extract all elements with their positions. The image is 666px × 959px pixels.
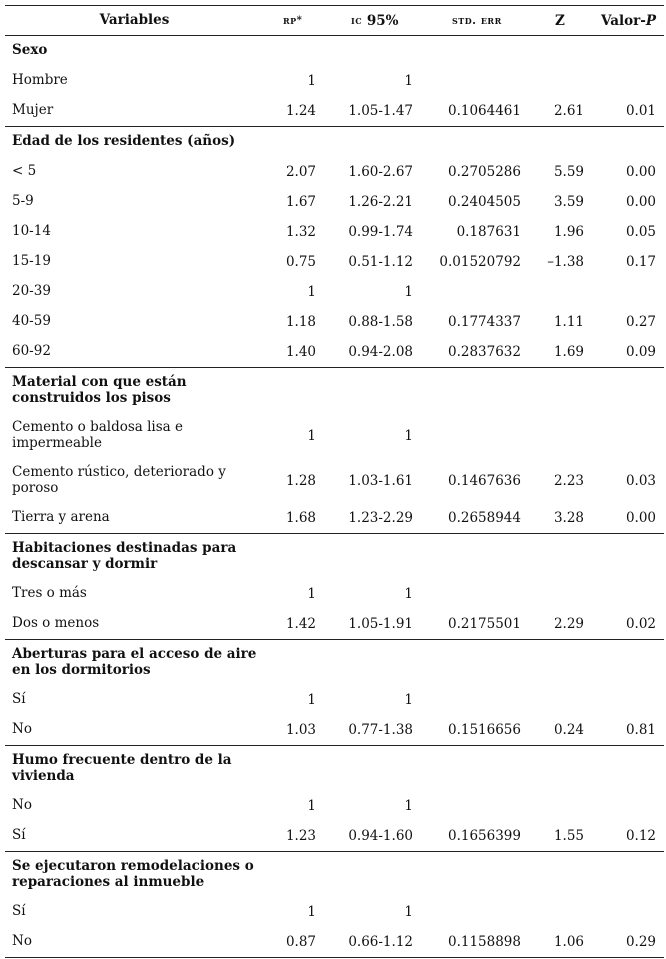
- variable-label: Cemento rústico, deteriorado y poroso: [12, 464, 226, 496]
- z-value: [521, 791, 584, 821]
- variable-label: Sí: [12, 827, 26, 844]
- std-err-value: [413, 685, 521, 715]
- ic-value: 0.94-1.60: [348, 828, 413, 844]
- ic-value: 1: [404, 586, 413, 602]
- std-err-value: 0.2837632: [447, 344, 521, 360]
- z-value: 1.96: [553, 224, 584, 240]
- variable-label: 5-9: [12, 193, 34, 210]
- header-p-prefix: Valor-: [601, 12, 646, 29]
- header-rp: [283, 6, 323, 35]
- std-err-value: [413, 579, 521, 609]
- ic-value: 1: [404, 284, 413, 300]
- section-header-row: [5, 745, 664, 791]
- section-header-row: [5, 367, 664, 413]
- z-value: 2.61: [553, 103, 584, 119]
- rp-value: 1: [307, 798, 316, 814]
- p-value: 0.03: [625, 472, 656, 489]
- table-row: [5, 277, 664, 307]
- table-row: [5, 96, 664, 126]
- variable-label: 20-39: [12, 283, 51, 300]
- table-header: [5, 5, 664, 36]
- section-header-row: [5, 851, 664, 897]
- std-err-value: 0.1064461: [447, 103, 521, 119]
- section-title: Habitaciones destinadas para descansar y dormir: [12, 540, 237, 572]
- p-value: [584, 579, 656, 609]
- variable-label: 60-92: [12, 343, 51, 360]
- p-value: 0.00: [625, 510, 656, 526]
- table-row: [5, 307, 664, 337]
- header-ic: [351, 6, 421, 35]
- p-value: 0.00: [625, 194, 656, 210]
- table-row: [5, 579, 664, 609]
- rp-value: 1: [307, 586, 316, 602]
- rp-value: 1.23: [285, 828, 316, 844]
- ic-value: 0.94-2.08: [348, 344, 413, 360]
- p-value: [584, 897, 656, 927]
- ic-value: 1.03-1.61: [348, 472, 413, 489]
- header-rp-mark: *: [296, 15, 302, 26]
- z-value: 1.06: [553, 934, 584, 950]
- variable-label: No: [12, 797, 32, 814]
- ic-value: 1.26-2.21: [348, 194, 413, 210]
- z-value: [521, 413, 584, 458]
- ic-value: 1: [404, 73, 413, 89]
- table-row: [5, 66, 664, 96]
- rp-value: 0.75: [285, 254, 316, 270]
- header-variables: Variables: [99, 11, 170, 28]
- table-row: [5, 685, 664, 715]
- z-value: [521, 685, 584, 715]
- z-value: 1.69: [553, 344, 584, 360]
- z-value: [521, 277, 584, 307]
- rp-value: 1: [307, 427, 316, 444]
- ic-value: 1.05-1.47: [348, 103, 413, 119]
- rp-value: 1.28: [285, 472, 316, 489]
- z-value: 3.28: [553, 510, 584, 526]
- table-row: [5, 413, 664, 458]
- ic-value: 0.99-1.74: [348, 224, 413, 240]
- variable-label: No: [12, 721, 32, 738]
- variable-label: No: [12, 933, 32, 950]
- ic-value: 0.51-1.12: [348, 254, 413, 270]
- table-row: [5, 715, 664, 745]
- table-row: [5, 503, 664, 533]
- std-err-value: 0.01520792: [439, 254, 521, 270]
- section-title: Aberturas para el acceso de aire en los dormitorios: [12, 646, 257, 678]
- header-z: Z: [555, 12, 565, 29]
- z-value: [521, 579, 584, 609]
- std-err-value: 0.2175501: [447, 616, 521, 632]
- std-err-value: 0.1516656: [447, 722, 521, 738]
- rp-value: 1.68: [285, 510, 316, 526]
- std-err-value: 0.2705286: [447, 164, 521, 180]
- ic-value: 1: [404, 692, 413, 708]
- results-table: [5, 5, 664, 958]
- table-row: [5, 157, 664, 187]
- rp-value: 1.40: [285, 344, 316, 360]
- variable-label: 15-19: [12, 253, 51, 270]
- table-row: [5, 458, 664, 503]
- table-row: [5, 247, 664, 277]
- std-err-value: 0.1774337: [447, 314, 521, 330]
- variable-label: Dos o menos: [12, 615, 100, 632]
- rp-value: 1: [307, 284, 316, 300]
- variable-label: Hombre: [12, 72, 68, 89]
- table-row: [5, 821, 664, 851]
- ic-value: 1.05-1.91: [348, 616, 413, 632]
- table-row: [5, 217, 664, 247]
- section-title: Humo frecuente dentro de la vivienda: [12, 752, 232, 784]
- z-value: 2.29: [553, 616, 584, 632]
- ic-value: 1: [404, 427, 413, 444]
- table-body: [5, 36, 664, 958]
- ic-value: 1: [404, 798, 413, 814]
- p-value: 0.05: [625, 224, 656, 240]
- rp-value: 1.24: [285, 103, 316, 119]
- section-header-row: [5, 533, 664, 579]
- variable-label: < 5: [12, 163, 37, 180]
- section-title: Edad de los residentes (años): [12, 133, 236, 150]
- variable-label: Tres o más: [12, 585, 87, 602]
- std-err-value: 0.2404505: [447, 194, 521, 210]
- ic-value: 1: [404, 904, 413, 920]
- variable-label: Cemento o baldosa lisa e impermeable: [12, 419, 184, 451]
- section-header-row: [5, 639, 664, 685]
- ic-value: 0.88-1.58: [348, 314, 413, 330]
- std-err-value: 0.187631: [456, 224, 521, 240]
- p-value: [584, 685, 656, 715]
- section-title: Sexo: [12, 42, 48, 59]
- rp-value: 1.67: [285, 194, 316, 210]
- std-err-value: [413, 897, 521, 927]
- rp-value: 1: [307, 904, 316, 920]
- p-value: 0.02: [625, 616, 656, 632]
- ic-value: 1.60-2.67: [348, 164, 413, 180]
- table-row: [5, 187, 664, 217]
- rp-value: 1: [307, 73, 316, 89]
- section-header-row: [5, 36, 664, 66]
- ic-value: 0.66-1.12: [348, 934, 413, 950]
- p-value: [584, 791, 656, 821]
- p-value: 0.09: [625, 344, 656, 360]
- std-err-value: [413, 66, 521, 96]
- variable-label: Sí: [12, 903, 26, 920]
- p-value: [584, 413, 656, 458]
- header-p-italic: P: [645, 12, 656, 29]
- rp-value: 1.32: [285, 224, 316, 240]
- rp-value: 2.07: [285, 164, 316, 180]
- std-err-value: [413, 277, 521, 307]
- p-value: 0.29: [625, 934, 656, 950]
- section-header-row: [5, 126, 664, 157]
- rp-value: 1: [307, 692, 316, 708]
- std-err-value: 0.1656399: [447, 828, 521, 844]
- std-err-value: 0.2658944: [447, 510, 521, 526]
- p-value: 0.81: [625, 722, 656, 738]
- variable-label: 10-14: [12, 223, 51, 240]
- p-value: 0.12: [625, 828, 656, 844]
- rp-value: 0.87: [285, 934, 316, 950]
- z-value: [521, 897, 584, 927]
- section-title: Material con que están construidos los pisos: [12, 374, 187, 406]
- rp-value: 1.18: [285, 314, 316, 330]
- p-value: 0.17: [625, 254, 656, 270]
- std-err-value: 0.1158898: [447, 934, 521, 950]
- variable-label: 40-59: [12, 313, 51, 330]
- z-value: 0.24: [553, 722, 584, 738]
- header-p-value: [601, 6, 663, 35]
- z-value: [521, 66, 584, 96]
- variable-label: Mujer: [12, 102, 54, 119]
- rp-value: 1.42: [285, 616, 316, 632]
- z-value: 2.23: [553, 472, 584, 489]
- p-value: [584, 277, 656, 307]
- section-title: Se ejecutaron remodelaciones o reparaciones al inmueble: [12, 858, 254, 890]
- table-row: [5, 609, 664, 639]
- header-ic-pct: 95%: [366, 12, 399, 29]
- variable-label: Sí: [12, 691, 26, 708]
- header-std-err: [452, 6, 522, 35]
- header-rp-label: rp: [283, 14, 297, 27]
- header-std-label: std. err: [452, 14, 502, 27]
- z-value: –1.38: [547, 254, 584, 270]
- z-value: 5.59: [553, 164, 584, 180]
- std-err-value: [413, 791, 521, 821]
- p-value: 0.00: [625, 164, 656, 180]
- std-err-value: [413, 413, 521, 458]
- z-value: 1.11: [553, 314, 584, 330]
- table-row: [5, 897, 664, 927]
- rp-value: 1.03: [285, 722, 316, 738]
- table-row: [5, 791, 664, 821]
- table-row: [5, 337, 664, 367]
- header-ic-label: ic: [351, 14, 363, 27]
- p-value: 0.01: [625, 103, 656, 119]
- p-value: 0.27: [625, 314, 656, 330]
- ic-value: 1.23-2.29: [348, 510, 413, 526]
- ic-value: 0.77-1.38: [348, 722, 413, 738]
- p-value: [584, 66, 656, 96]
- z-value: 1.55: [553, 828, 584, 844]
- std-err-value: 0.1467636: [447, 472, 521, 489]
- table-row: [5, 927, 664, 958]
- z-value: 3.59: [553, 194, 584, 210]
- variable-label: Tierra y arena: [12, 509, 110, 526]
